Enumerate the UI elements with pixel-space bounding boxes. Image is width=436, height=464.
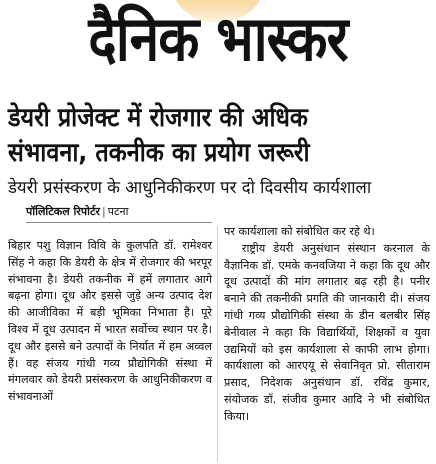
byline-reporter: पॉलिटिकल रिपोर्टर [26, 205, 101, 218]
subheadline: डेयरी प्रसंस्करण के आधुनिकीकरण पर दो दिवसीय कार्यशाला [8, 178, 372, 198]
masthead [0, 0, 436, 78]
headline-line-2: संभावना, तकनीक का प्रयोग जरूरी [8, 138, 310, 168]
right-column-paragraph: राष्ट्रीय डेयरी अनुसंधान संस्थान करनाल के वैज्ञानिक डॉ. एमके कनवजिया ने कहा कि दूध और दूध उत्पादों की मांग लगातार बढ़ रही है। पनीर बनाने की तकनीकी प्रगति की जानकारी दी। संजय गांधी गव्य प्रौद्योगिकी संस्था के डीन बलबीर सिंह बेनीवाल ने कहा कि विद्यार्थियों, शिक्षकों व युवा उद्यमियों को इस कार्यशाला से काफी लाभ होगा। कार्यशाला को आरएयू से सेवानिवृत प्रो. सीताराम प्रसाद, निदेशक अनुसंधान डॉ. रविंद्र कुमार, संयोजक डॉ. संजीव कुमार आदि ने भी संबोधित किया। [224, 241, 430, 423]
column-divider [217, 226, 218, 462]
byline-separator: | [102, 205, 106, 218]
newspaper-name: दैनिक भास्कर [88, 2, 348, 75]
right-column-continuation: पर कार्यशाला को संबोधित कर रहे थे। [224, 225, 375, 238]
byline-city: पटना [107, 205, 129, 218]
headline-line-1: डेयरी प्रोजेक्ट में रोजगार की अधिक [8, 103, 308, 133]
article-right-column [224, 224, 430, 426]
left-column-text: बिहार पशु विज्ञान विवि के कुलपति डॉ. रामेश्वर सिंह ने कहा कि डेयरी के क्षेत्र में रोजगार की भरपूर संभावना है। डेयरी तकनीक में हमें लगातार आगे बढ़ना होगा। दूध और इससे जुड़े अन्य उत्पाद देश की आजीविका में बड़ी भूमिका निभाता है। पूरे विश्व में दूध उत्पादन में भारत सर्वोच्च स्थान पर है। दूध और इससे बने उत्पादों के निर्यात में हम अव्वल हैं। वह संजय गांधी गव्य प्रौद्योगिकी संस्था में मंगलवार को डेयरी प्रसंस्करण के आधुनिकीकरण व संभावनाओं [8, 239, 212, 404]
byline [26, 204, 129, 220]
article-left-column [8, 238, 212, 406]
byline-rule [26, 222, 212, 223]
